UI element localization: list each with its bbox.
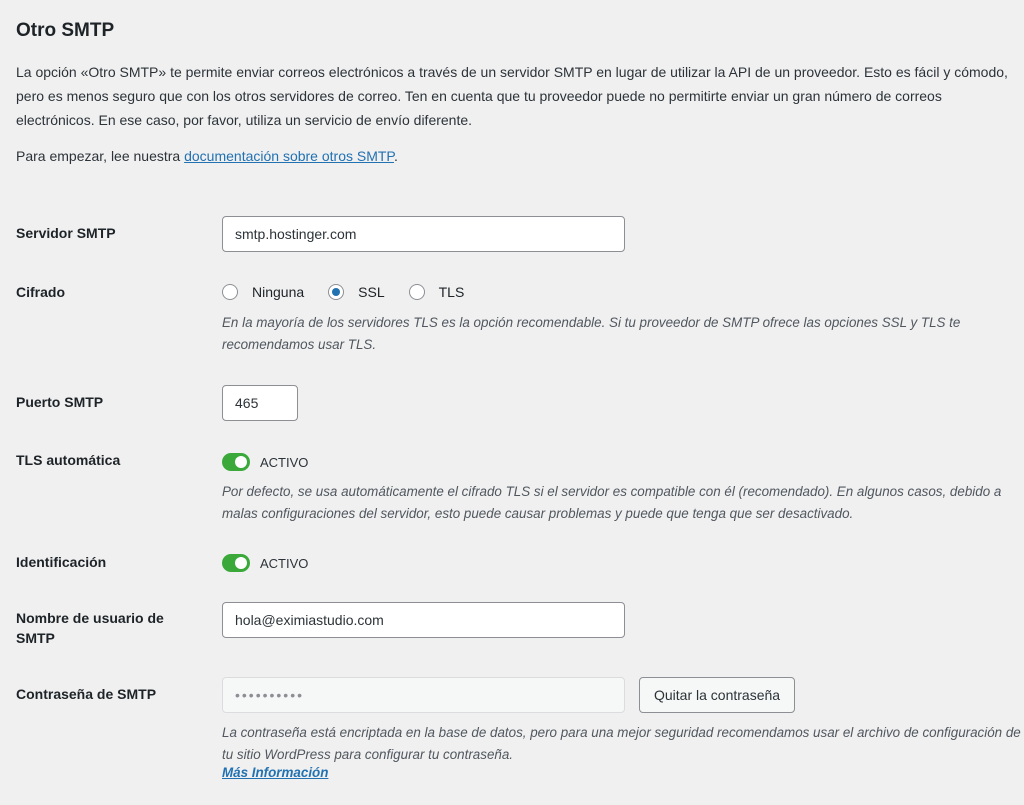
radio-none-circle[interactable]	[222, 284, 238, 300]
page-title: Otro SMTP	[16, 20, 115, 41]
authentication-toggle[interactable]	[222, 554, 250, 572]
smtp-port-input[interactable]	[222, 385, 298, 421]
intro-text: La opción «Otro SMTP» te permite enviar correos electrónicos a través de un servidor SMTP en lugar de utilizar la API de un proveedor. Esto es fácil y cómodo, pero es menos seguro que con los otros servidores de correo. Ten en cuenta que tu proveedor puede no permitirte enviar un gran número de correos electrónicos. En ese caso, por favor, utiliza un servicio de envío diferente.	[16, 64, 1008, 128]
encryption-label: Cifrado	[16, 284, 65, 300]
smtp-host-label: Servidor SMTP	[16, 225, 116, 241]
auto-tls-state: ACTIVO	[260, 454, 309, 470]
auto-tls-label: TLS automática	[16, 452, 121, 468]
getstarted-text	[16, 144, 398, 168]
encryption-description: En la mayoría de los servidores TLS es la opción recomendable. Si tu proveedor de SMTP ofrece las opciones SSL y TLS te recomendamos usar TLS.	[222, 315, 961, 352]
encryption-option-tls-label: TLS	[438, 284, 465, 300]
smtp-password-label: Contraseña de SMTP	[16, 686, 157, 702]
getstarted-suffix: .	[393, 148, 398, 164]
smtp-password-input[interactable]	[222, 677, 625, 713]
radio-tls-circle[interactable]	[409, 284, 425, 300]
smtp-username-input[interactable]	[222, 602, 625, 638]
encryption-option-none-label: Ninguna	[252, 284, 305, 300]
more-info-link[interactable]: Más Información	[222, 765, 329, 780]
auto-tls-description: Por defecto, se usa automáticamente el cifrado TLS si el servidor es compatible con él (recomendado). En algunos casos, debido a malas configuraciones del servidor, esto puede causar problemas y puede que tenga que ser desactivado.	[222, 484, 1002, 521]
smtp-documentation-link[interactable]: documentación sobre otros SMTP	[184, 148, 394, 164]
encryption-option-ssl[interactable]	[328, 284, 384, 300]
radio-ssl-circle[interactable]	[328, 284, 344, 300]
encryption-option-ssl-label: SSL	[358, 284, 385, 300]
encryption-radio-group	[222, 284, 488, 300]
auto-tls-toggle[interactable]	[222, 453, 250, 471]
smtp-username-label: Nombre de usuario de SMTP	[16, 610, 164, 646]
authentication-label: Identificación	[16, 554, 107, 570]
auto-tls-toggle-wrap	[222, 453, 308, 471]
getstarted-prefix: Para empezar, lee nuestra	[16, 148, 185, 164]
encryption-option-none[interactable]	[222, 284, 304, 300]
smtp-host-input[interactable]	[222, 216, 625, 252]
encryption-option-tls[interactable]	[409, 284, 465, 300]
remove-password-button[interactable]: Quitar la contraseña	[639, 677, 795, 713]
password-description: La contraseña está encriptada en la base de datos, pero para una mejor seguridad recomendamos usar el archivo de configuración de tu sitio WordPress para configurar tu contraseña.	[222, 725, 1021, 762]
smtp-port-label: Puerto SMTP	[16, 394, 104, 410]
authentication-state: ACTIVO	[260, 555, 309, 571]
authentication-toggle-wrap	[222, 554, 308, 572]
